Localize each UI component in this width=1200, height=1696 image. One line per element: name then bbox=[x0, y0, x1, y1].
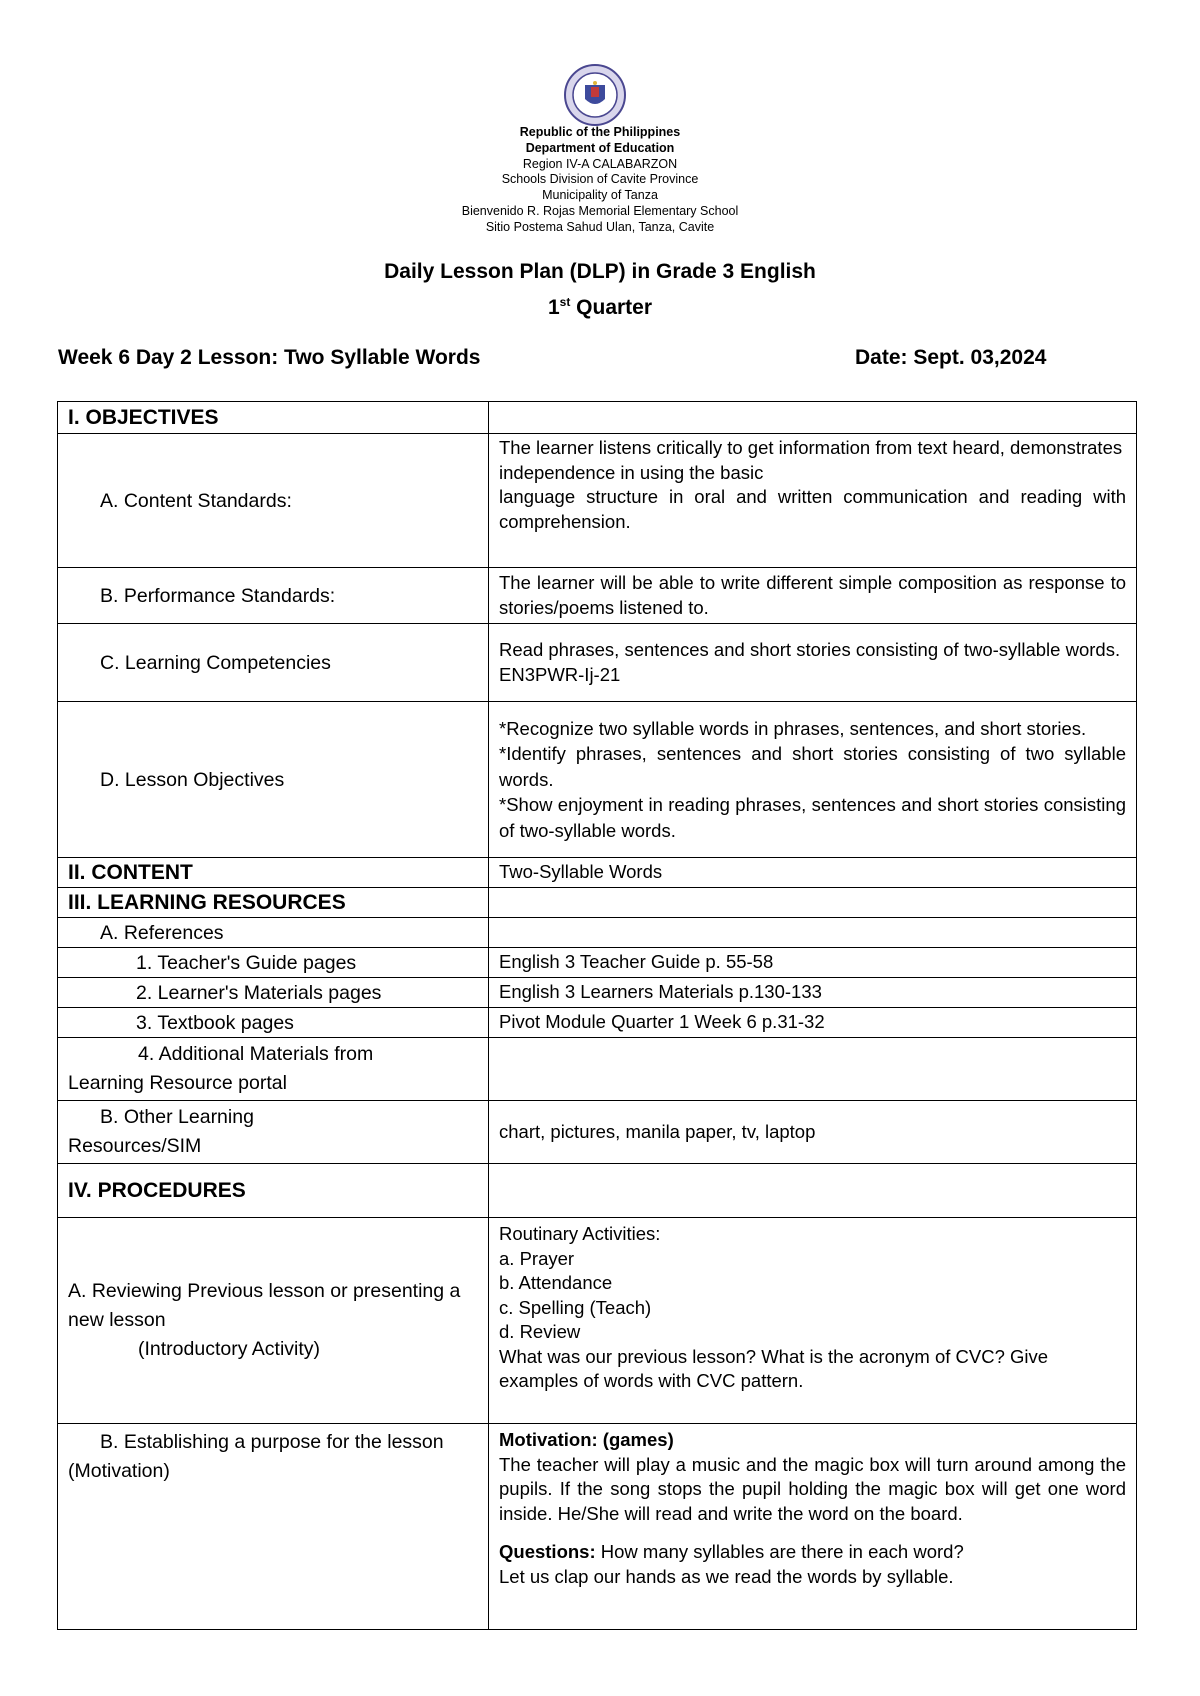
table-row bbox=[58, 978, 1137, 1008]
spacer bbox=[499, 1526, 1126, 1540]
questions-text: How many syllables are there in each word? bbox=[595, 1541, 964, 1562]
teachers-guide-value: English 3 Teacher Guide p. 55-58 bbox=[489, 948, 1137, 978]
table-row bbox=[58, 434, 1137, 568]
section-content: II. CONTENT bbox=[58, 858, 489, 888]
review-item: Routinary Activities: bbox=[499, 1223, 661, 1244]
quarter-suffix: st bbox=[559, 295, 571, 309]
objective-item: *Identify phrases, sentences and short stories consisting of two syllable words. bbox=[499, 743, 1126, 790]
content-standards-text: The learner listens critically to get information from text heard, demonstrates independence in using the basic bbox=[499, 437, 1123, 483]
header-line: Region IV-A CALABARZON bbox=[522, 156, 678, 171]
table-row bbox=[58, 918, 1137, 948]
questions-label: Questions: bbox=[499, 1541, 596, 1562]
header-line: Schools Division of Cavite Province bbox=[501, 172, 699, 187]
table-row bbox=[58, 624, 1137, 702]
additional-materials-line: Learning Resource portal bbox=[68, 1072, 287, 1094]
table-row bbox=[58, 702, 1137, 858]
learning-competencies-cell bbox=[489, 624, 1137, 702]
lesson-objectives-label: D. Lesson Objectives bbox=[58, 702, 489, 858]
table-cell-empty bbox=[489, 402, 1137, 434]
other-resources-line: Resources/SIM bbox=[68, 1135, 202, 1157]
lesson-date: Date: Sept. 03,2024 bbox=[855, 346, 1047, 369]
clap-instruction: Let us clap our hands as we read the words by syllable. bbox=[499, 1565, 954, 1587]
questions-line bbox=[499, 1540, 1126, 1565]
performance-standards-text: The learner will be able to write different simple composition as response to stories/poems listened to. bbox=[489, 568, 1137, 624]
content-standards-text: language structure in oral and written communication and reading with comprehension. bbox=[499, 486, 1126, 532]
lesson-label: Week 6 Day 2 Lesson: Two Syllable Words bbox=[58, 346, 481, 369]
performance-standards-label: B. Performance Standards: bbox=[58, 568, 489, 624]
content-value: Two-Syllable Words bbox=[489, 858, 1137, 888]
review-item: c. Spelling (Teach) bbox=[499, 1296, 652, 1318]
page-title bbox=[200, 257, 1000, 323]
additional-materials-line: 4. Additional Materials from bbox=[138, 1043, 374, 1065]
learning-competencies-label: C. Learning Competencies bbox=[58, 624, 489, 702]
textbook-pages-value: Pivot Module Quarter 1 Week 6 p.31-32 bbox=[489, 1008, 1137, 1038]
deped-seal-icon bbox=[563, 63, 627, 127]
table-cell-empty bbox=[489, 1038, 1137, 1101]
header-line: Sitio Postema Sahud Ulan, Tanza, Cavite bbox=[485, 219, 715, 234]
review-item: What was our previous lesson? What is the acronym of CVC? Give examples of words with CVC pattern. bbox=[499, 1345, 1049, 1391]
table-cell-empty bbox=[489, 1164, 1137, 1218]
teachers-guide-label: 1. Teacher's Guide pages bbox=[58, 948, 489, 978]
table-row bbox=[58, 1101, 1137, 1164]
school-header bbox=[300, 125, 900, 236]
quarter-line bbox=[200, 287, 1000, 323]
quarter-number: 1 bbox=[547, 296, 560, 319]
table-cell-empty bbox=[489, 918, 1137, 948]
reviewing-lesson-line: (Introductory Activity) bbox=[138, 1338, 321, 1360]
motivation-text: The teacher will play a music and the magic box will turn around among the pupils. If the song stops the pupil holding the magic box will get one word inside. He/She will read and write the word on the board. bbox=[499, 1453, 1126, 1524]
table-row bbox=[58, 1218, 1137, 1424]
table-row bbox=[58, 888, 1137, 918]
table-row bbox=[58, 1038, 1137, 1101]
table-row bbox=[58, 1164, 1137, 1218]
other-resources-label bbox=[58, 1101, 489, 1164]
textbook-pages-label: 3. Textbook pages bbox=[58, 1008, 489, 1038]
title-line: Daily Lesson Plan (DLP) in Grade 3 English bbox=[384, 260, 816, 283]
header-line: Bienvenido R. Rojas Memorial Elementary School bbox=[461, 203, 739, 218]
reviewing-lesson-label bbox=[58, 1218, 489, 1424]
table-row bbox=[58, 568, 1137, 624]
content-standards-cell bbox=[489, 434, 1137, 568]
table-row bbox=[58, 948, 1137, 978]
references-label: A. References bbox=[58, 918, 489, 948]
other-resources-value: chart, pictures, manila paper, tv, laptop bbox=[489, 1101, 1137, 1164]
header-line: Department of Education bbox=[525, 140, 675, 155]
review-item: d. Review bbox=[499, 1321, 581, 1342]
review-item: b. Attendance bbox=[499, 1272, 613, 1293]
table-row bbox=[58, 1008, 1137, 1038]
reviewing-lesson-line: A. Reviewing Previous lesson or presenting a new lesson bbox=[68, 1280, 461, 1331]
content-standards-label: A. Content Standards: bbox=[58, 434, 489, 568]
lesson-plan-table bbox=[57, 401, 1137, 1630]
learning-competencies-text: Read phrases, sentences and short stories consisting of two-syllable words. bbox=[499, 639, 1121, 660]
objective-item: *Recognize two syllable words in phrases, sentences, and short stories. bbox=[499, 717, 1087, 739]
header-line: Municipality of Tanza bbox=[542, 188, 658, 203]
table-cell-empty bbox=[489, 888, 1137, 918]
motivation-heading: Motivation: (games) bbox=[499, 1429, 674, 1450]
competency-code: EN3PWR-Ij-21 bbox=[499, 663, 621, 685]
lesson-objectives-cell bbox=[489, 702, 1137, 858]
table-row bbox=[58, 402, 1137, 434]
review-item: a. Prayer bbox=[499, 1247, 575, 1269]
table-row bbox=[58, 858, 1137, 888]
establishing-purpose-label: B. Establishing a purpose for the lesson (Motivation) bbox=[58, 1424, 489, 1630]
additional-materials-label bbox=[58, 1038, 489, 1101]
learners-materials-label: 2. Learner's Materials pages bbox=[58, 978, 489, 1008]
header-line: Republic of the Philippines bbox=[519, 125, 681, 139]
learners-materials-value: English 3 Learners Materials p.130-133 bbox=[489, 978, 1137, 1008]
reviewing-lesson-cell bbox=[489, 1218, 1137, 1424]
other-resources-line: B. Other Learning bbox=[100, 1106, 254, 1128]
objective-item: *Show enjoyment in reading phrases, sentences and short stories consisting of two-syllable words. bbox=[499, 794, 1126, 841]
table-row bbox=[58, 1424, 1137, 1630]
section-procedures: IV. PROCEDURES bbox=[58, 1164, 489, 1218]
section-learning-resources: III. LEARNING RESOURCES bbox=[58, 888, 489, 918]
quarter-word: Quarter bbox=[576, 296, 653, 319]
section-objectives: I. OBJECTIVES bbox=[58, 402, 489, 434]
motivation-cell bbox=[489, 1424, 1137, 1630]
